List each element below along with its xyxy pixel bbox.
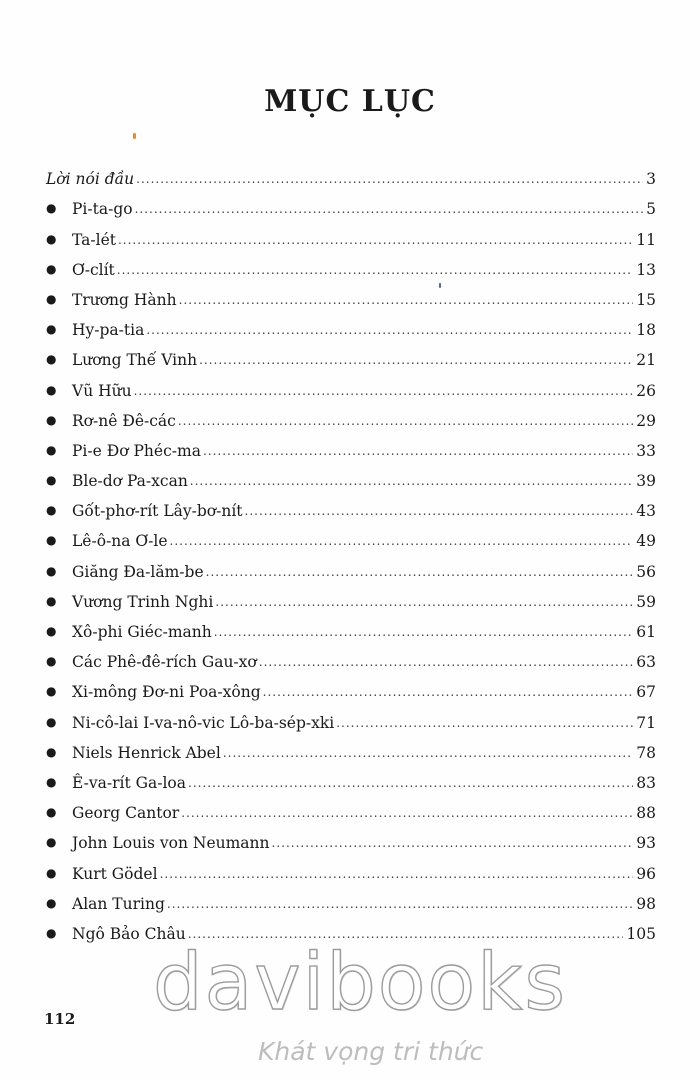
toc-entries — [46, 188, 656, 943]
toc-entry-label: Giăng Đa-lăm-be — [72, 562, 204, 581]
toc-entry-label: Trương Hành — [72, 290, 177, 309]
bullet-icon: ● — [46, 291, 57, 306]
toc-entry-label: Vương Trinh Nghi — [72, 592, 214, 611]
dot-leader — [160, 867, 634, 883]
bullet-icon: ● — [46, 503, 57, 518]
toc-entry-page: 67 — [636, 683, 656, 702]
toc-entry-page: 98 — [636, 894, 656, 913]
toc-entry-page: 56 — [636, 562, 656, 581]
toc-entry-label: Ơ-clít — [72, 260, 115, 279]
bullet-icon: ● — [46, 895, 57, 910]
toc-intro-row[interactable] — [46, 158, 656, 188]
toc-entry-page: 78 — [636, 743, 656, 762]
bullet-icon: ● — [46, 593, 57, 608]
bullet-icon: ● — [46, 412, 57, 427]
toc-entry-page: 39 — [636, 472, 656, 491]
page-title: MỤC LỤC — [264, 84, 436, 119]
toc-entry-page: 18 — [636, 321, 656, 340]
toc-entry[interactable] — [46, 641, 656, 671]
toc-entry-label: John Louis von Neumann — [72, 834, 270, 853]
toc-entry[interactable] — [46, 430, 656, 460]
toc-entry-page: 33 — [636, 441, 656, 460]
print-speck — [439, 283, 441, 288]
dot-leader — [136, 172, 643, 188]
toc-entry-page: 63 — [636, 653, 656, 672]
watermark-brand: davibooks — [153, 938, 567, 1028]
toc-entry-label: Vũ Hữu — [72, 381, 132, 400]
toc-entry[interactable] — [46, 400, 656, 430]
dot-leader — [214, 625, 634, 641]
bullet-icon: ● — [46, 684, 57, 699]
toc-entry[interactable] — [46, 701, 656, 731]
toc-entry-label: Xô-phi Giéc-manh — [72, 623, 212, 641]
toc-entry-label: Các Phê-đê-rích Gau-xơ — [72, 653, 257, 672]
toc-entry-label: Xi-mông Đơ-ni Poa-xông — [72, 683, 261, 702]
table-of-contents — [46, 158, 656, 943]
dot-leader — [117, 263, 633, 279]
dot-leader — [245, 504, 634, 520]
toc-entry[interactable] — [46, 852, 656, 882]
toc-entry[interactable] — [46, 369, 656, 399]
toc-entry[interactable] — [46, 218, 656, 248]
toc-entry-label: Georg Cantor — [72, 804, 180, 823]
dot-leader — [146, 323, 633, 339]
toc-entry[interactable] — [46, 339, 656, 369]
bullet-icon: ● — [46, 261, 57, 276]
dot-leader — [134, 384, 634, 400]
toc-entry[interactable] — [46, 581, 656, 611]
toc-entry[interactable] — [46, 792, 656, 822]
bullet-icon: ● — [46, 352, 57, 367]
toc-entry-label: Niels Henrick Abel — [72, 743, 221, 762]
toc-entry-label: Ngô Bảo Châu — [72, 924, 186, 943]
bullet-icon: ● — [46, 654, 57, 669]
toc-entry[interactable] — [46, 188, 656, 218]
toc-entry-label: Alan Turing — [72, 894, 165, 913]
toc-entry-label: Pi-e Đơ Phéc-ma — [72, 441, 201, 460]
toc-entry-label: Ni-cô-lai I-va-nô-vic Lô-ba-sép-xki — [72, 713, 335, 732]
toc-entry-label: Gốt-phơ-rít Lây-bơ-nít — [72, 502, 243, 521]
toc-entry[interactable] — [46, 732, 656, 762]
bullet-icon: ● — [46, 865, 57, 880]
toc-entry[interactable] — [46, 279, 656, 309]
toc-entry-page: 13 — [636, 260, 656, 279]
toc-entry-page: 29 — [636, 411, 656, 430]
toc-entry-label: Ble-dơ Pa-xcan — [72, 472, 188, 491]
bullet-icon: ● — [46, 533, 57, 548]
toc-entry-page: 88 — [636, 804, 656, 823]
dot-leader — [259, 655, 634, 671]
dot-leader — [181, 806, 633, 822]
bullet-icon: ● — [46, 322, 57, 337]
toc-entry-label: Lương Thế Vinh — [72, 351, 198, 370]
dot-leader — [263, 685, 634, 701]
toc-entry-page: 105 — [626, 924, 656, 943]
dot-leader — [272, 836, 634, 852]
toc-entry[interactable] — [46, 490, 656, 520]
bullet-icon: ● — [46, 805, 57, 820]
dot-leader — [178, 414, 633, 430]
toc-entry-page: 61 — [636, 623, 656, 641]
dot-leader — [215, 595, 633, 611]
page-number: 112 — [44, 1010, 76, 1028]
toc-intro-label: Lời nói đầu — [46, 170, 135, 189]
bullet-icon: ● — [46, 774, 57, 789]
toc-entry-page: 43 — [636, 502, 656, 521]
toc-intro-page: 3 — [646, 170, 656, 189]
dot-leader — [167, 897, 633, 913]
bullet-icon: ● — [46, 925, 57, 940]
bullet-icon: ● — [46, 382, 57, 397]
toc-entry-page: 93 — [636, 834, 656, 853]
toc-entry[interactable] — [46, 520, 656, 550]
toc-entry-label: Rơ-nê Đê-các — [72, 411, 176, 430]
watermark-tagline: Khát vọng tri thức — [258, 1037, 484, 1066]
toc-entry[interactable] — [46, 611, 656, 641]
dot-leader — [223, 746, 633, 762]
toc-entry-page: 5 — [646, 200, 656, 219]
toc-entry-page: 15 — [636, 290, 656, 309]
bullet-icon: ● — [46, 835, 57, 850]
toc-entry-label: Lê-ô-na Ơ-le — [72, 532, 168, 551]
toc-entry-page: 21 — [636, 351, 656, 370]
toc-entry-label: Ta-lét — [72, 230, 116, 249]
bullet-icon: ● — [46, 624, 57, 638]
toc-entry-page: 49 — [636, 532, 656, 551]
toc-entry[interactable] — [46, 762, 656, 792]
dot-leader — [170, 534, 634, 550]
toc-entry[interactable] — [46, 309, 656, 339]
toc-entry-page: 11 — [636, 230, 656, 249]
bullet-icon: ● — [46, 201, 57, 216]
print-speck — [133, 133, 136, 139]
dot-leader — [190, 474, 633, 490]
dot-leader — [336, 716, 633, 732]
bullet-icon: ● — [46, 231, 57, 246]
toc-entry-page: 59 — [636, 592, 656, 611]
dot-leader — [179, 293, 634, 309]
bullet-icon: ● — [46, 744, 57, 759]
dot-leader — [206, 565, 634, 581]
toc-entry[interactable] — [46, 883, 656, 913]
dot-leader — [188, 776, 633, 792]
toc-entry-label: Hy-pa-tia — [72, 321, 145, 340]
toc-entry-page: 71 — [636, 713, 656, 732]
toc-entry[interactable] — [46, 822, 656, 852]
bullet-icon: ● — [46, 714, 57, 729]
bullet-icon: ● — [46, 442, 57, 457]
bullet-icon: ● — [46, 473, 57, 488]
dot-leader — [199, 353, 633, 369]
toc-entry[interactable] — [46, 550, 656, 580]
toc-entry-label: Pi-ta-go — [72, 200, 133, 219]
toc-entry[interactable] — [46, 671, 656, 701]
toc-entry-page: 83 — [636, 773, 656, 792]
toc-entry-page: 26 — [636, 381, 656, 400]
dot-leader — [135, 202, 644, 218]
toc-entry[interactable] — [46, 249, 656, 279]
toc-entry-label: Ê-va-rít Ga-loa — [72, 773, 186, 792]
bullet-icon: ● — [46, 563, 57, 578]
toc-entry[interactable] — [46, 460, 656, 490]
toc-entry-page: 96 — [636, 864, 656, 883]
toc-entry-label: Kurt Gödel — [72, 864, 158, 883]
dot-leader — [203, 444, 633, 460]
dot-leader — [118, 233, 633, 249]
